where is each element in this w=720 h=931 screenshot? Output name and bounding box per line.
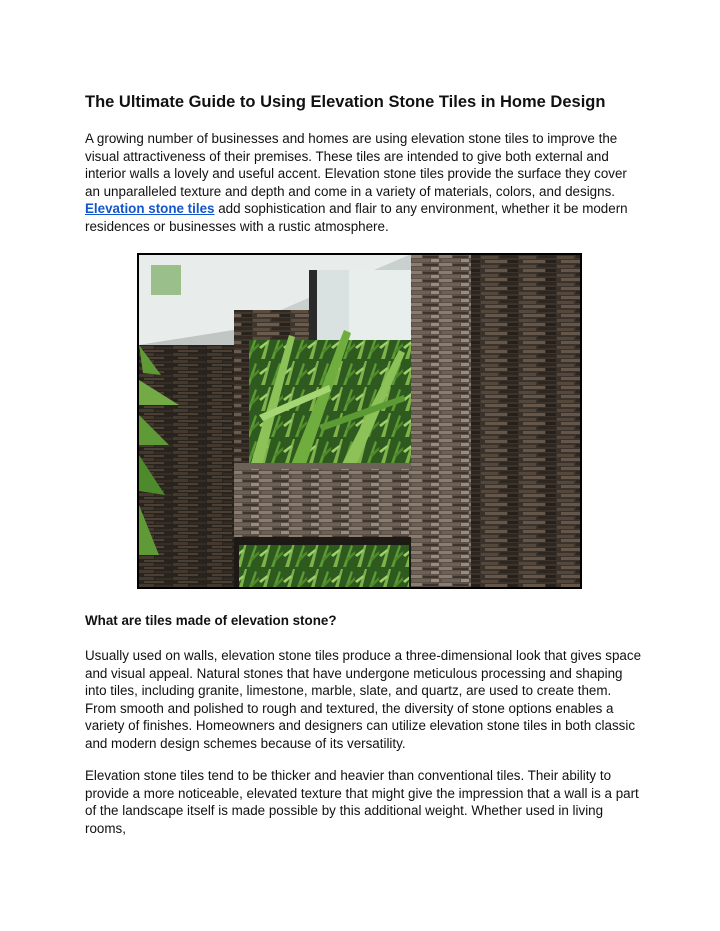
stone-wall-illustration [139, 255, 580, 587]
paragraph-2: Usually used on walls, elevation stone tiles produce a three-dimensional look that gives space and visual appeal. Natural stones that have undergone meticulous processing and shaping into tiles, including granite, limestone, marble, slate, and quartz, are used to create them. From smooth and polished to rough and textured, the diversity of stone options enables a variety of finishes. Homeowners and designers can utilize elevation stone tiles in both classic and modern design schemes because of its versatility. [85, 648, 642, 751]
elevation-stone-tiles-link[interactable]: Elevation stone tiles [85, 201, 215, 216]
stone-wall-photo [137, 253, 582, 589]
article-title: The Ultimate Guide to Using Elevation Stone Tiles in Home Design [85, 93, 606, 111]
paragraph-3: Elevation stone tiles tend to be thicker and heavier than conventional tiles. Their ability to provide a more noticeable, elevated texture that might give the impression that a wall is a part of the landscape itself is made possible by this additional weight. Whether used in living rooms, [85, 768, 639, 836]
intro-text: A growing number of businesses and homes are using elevation stone tiles to improve the visual attractiveness of their premises. These tiles are intended to give both external and interior walls a lovely and useful accent. Elevation stone tiles provide the surface they cover an unparalleled texture and depth and come in a variety of materials, colors, and designs. [85, 131, 627, 199]
section-heading: What are tiles made of elevation stone? [85, 613, 337, 628]
intro-paragraph [85, 130, 645, 235]
intro-text-continued: add sophistication and flair to any environment, whether it be modern residences or businesses with a rustic atmosphere. [85, 201, 628, 234]
